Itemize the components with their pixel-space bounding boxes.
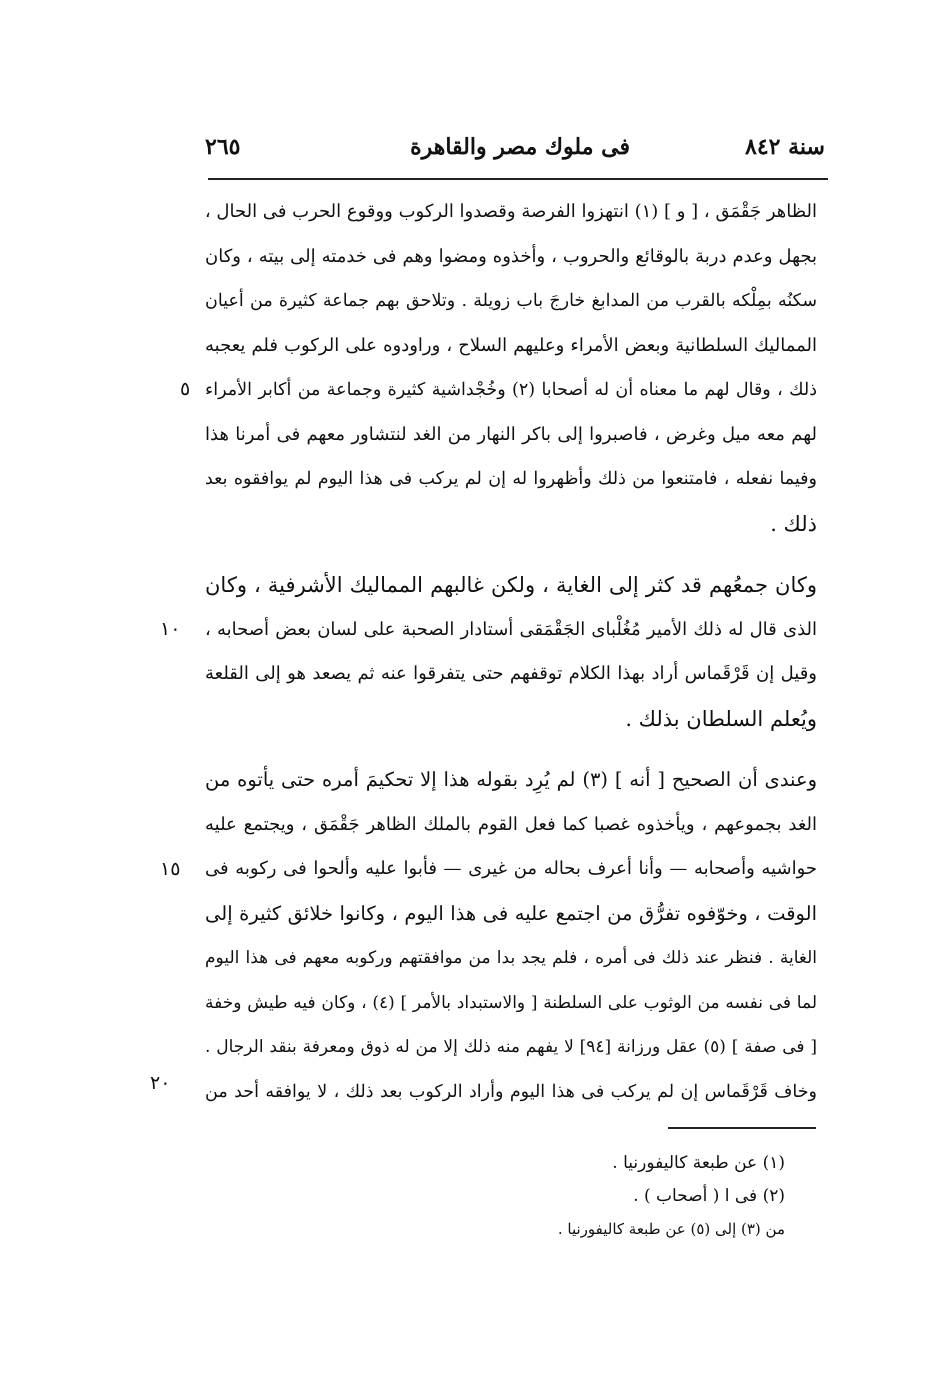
page-number: ٢٦٥: [205, 134, 241, 160]
text-line: وخاف قَرْقَماس إن لم يركب فى هذا اليوم وأراد الركوب بعد ذلك ، لا يوافقه أحد من: [205, 1081, 817, 1102]
text-line: وقيل إن قَرْقَماس أراد بهذا الكلام توقفهم حتى يتفرقوا عنه ثم يصعد هو إلى القلعة: [205, 663, 817, 684]
text-line: الغد بجموعهم ، ويأخذوه غصبا كما فعل القوم بالملك الظاهر جَقْمَق ، ويجتمع عليه: [205, 813, 817, 835]
line-number: ٢٠: [150, 1072, 171, 1094]
paragraph-3: [205, 758, 817, 1114]
paragraph-1: [205, 190, 817, 546]
text-line: المماليك السلطانية وبعض الأمراء وعليهم السلاح ، وراودوه على الركوب فلم يعجبه: [205, 334, 817, 356]
text-line: وفيما نفعله ، فامتنعوا من ذلك وأظهروا له إن لم يركب فى هذا اليوم لم يوافقوه بعد: [205, 469, 817, 489]
text-line: ويُعلم السلطان بذلك .: [625, 706, 817, 731]
footnote-rule: [668, 1127, 816, 1129]
text-line: لما فى نفسه من الوثوب على السلطنة [ والاستبداد بالأمر ] (٤) ، وكان فيه طيش وخفة: [205, 992, 817, 1013]
line-number: ١٠: [160, 618, 181, 640]
line-number: ١٥: [160, 858, 181, 880]
footnote: من (٣) إلى (٥) عن طبعة كاليفورنيا .: [557, 1220, 785, 1238]
text-line: سكنُه بمِلْكه بالقرب من المدابغ خارجَ باب زويلة . وتلاحق بهم جماعة كثيرة من أعيان: [205, 291, 817, 311]
text-line: لهم معه ميل وغرض ، فاصبروا إلى باكر النهار من الغد لنتشاور معهم فى أمرنا هذا: [205, 423, 817, 445]
text-line: ذلك .: [770, 511, 817, 536]
header-rule: [208, 178, 828, 180]
line-number: ٥: [180, 378, 191, 400]
text-line: الذى قال له ذلك الأمير مُغُلْباى الجَقْمَقى أستادار الصحبة على لسان بعض أصحابه ،: [205, 618, 817, 640]
footnotes: [265, 1148, 785, 1247]
text-line: الظاهر جَقْمَق ، [ و ] (١) انتهزوا الفرصة وقصدوا الركوب ووقوع الحرب فى الحال ،: [205, 201, 817, 222]
text-line: الغاية . فنظر عند ذلك فى أمره ، فلم يجد بدا من موافقتهم وركوبه معهم فى هذا اليوم: [205, 948, 817, 968]
header-year: سنة ٨٤٢: [745, 134, 825, 160]
text-line: حواشيه وأصحابه — وأنا أعرف بحاله من غيرى — فأبوا عليه وألحوا فى ركوبه فى: [205, 858, 817, 879]
footnote: (١) عن طبعة كاليفورنيا .: [612, 1153, 785, 1173]
footnote: (٢) فى ا ( أصحاب ) .: [633, 1186, 785, 1206]
text-line: بجهل وعدم دربة بالوقائع والحروب ، وأخذوه ومضوا وهم فى خدمته إلى بيته ، وكان: [205, 245, 817, 267]
main-text: [205, 190, 817, 1114]
text-line: الوقت ، وخوّفوه تفرُّق من اجتمع عليه فى هذا اليوم ، وكانوا خلائق كثيرة إلى: [205, 901, 817, 925]
text-line: وعندى أن الصحيح [ أنه ] (٣) لم يُرِد بقوله هذا إلا تحكيمَ أمره حتى يأتوه من: [205, 768, 817, 791]
header-title: فى ملوك مصر والقاهرة: [410, 134, 630, 160]
running-header: [205, 128, 825, 168]
text-line: [ فى صفة ] (٥) عقل ورزانة [٩٤] لا يفهم منه ذلك إلا من له ذوق ومعرفة بنقد الرجال .: [205, 1037, 817, 1057]
paragraph-2: [205, 563, 817, 741]
text-line: وكان جمعُهم قد كثر إلى الغاية ، ولكن غالبهم المماليك الأشرفية ، وكان: [205, 573, 817, 597]
text-line: ذلك ، وقال لهم ما معناه أن له أصحابا (٢) وخُجْداشية كثيرة وجماعة من أكابر الأمراء: [205, 380, 817, 400]
